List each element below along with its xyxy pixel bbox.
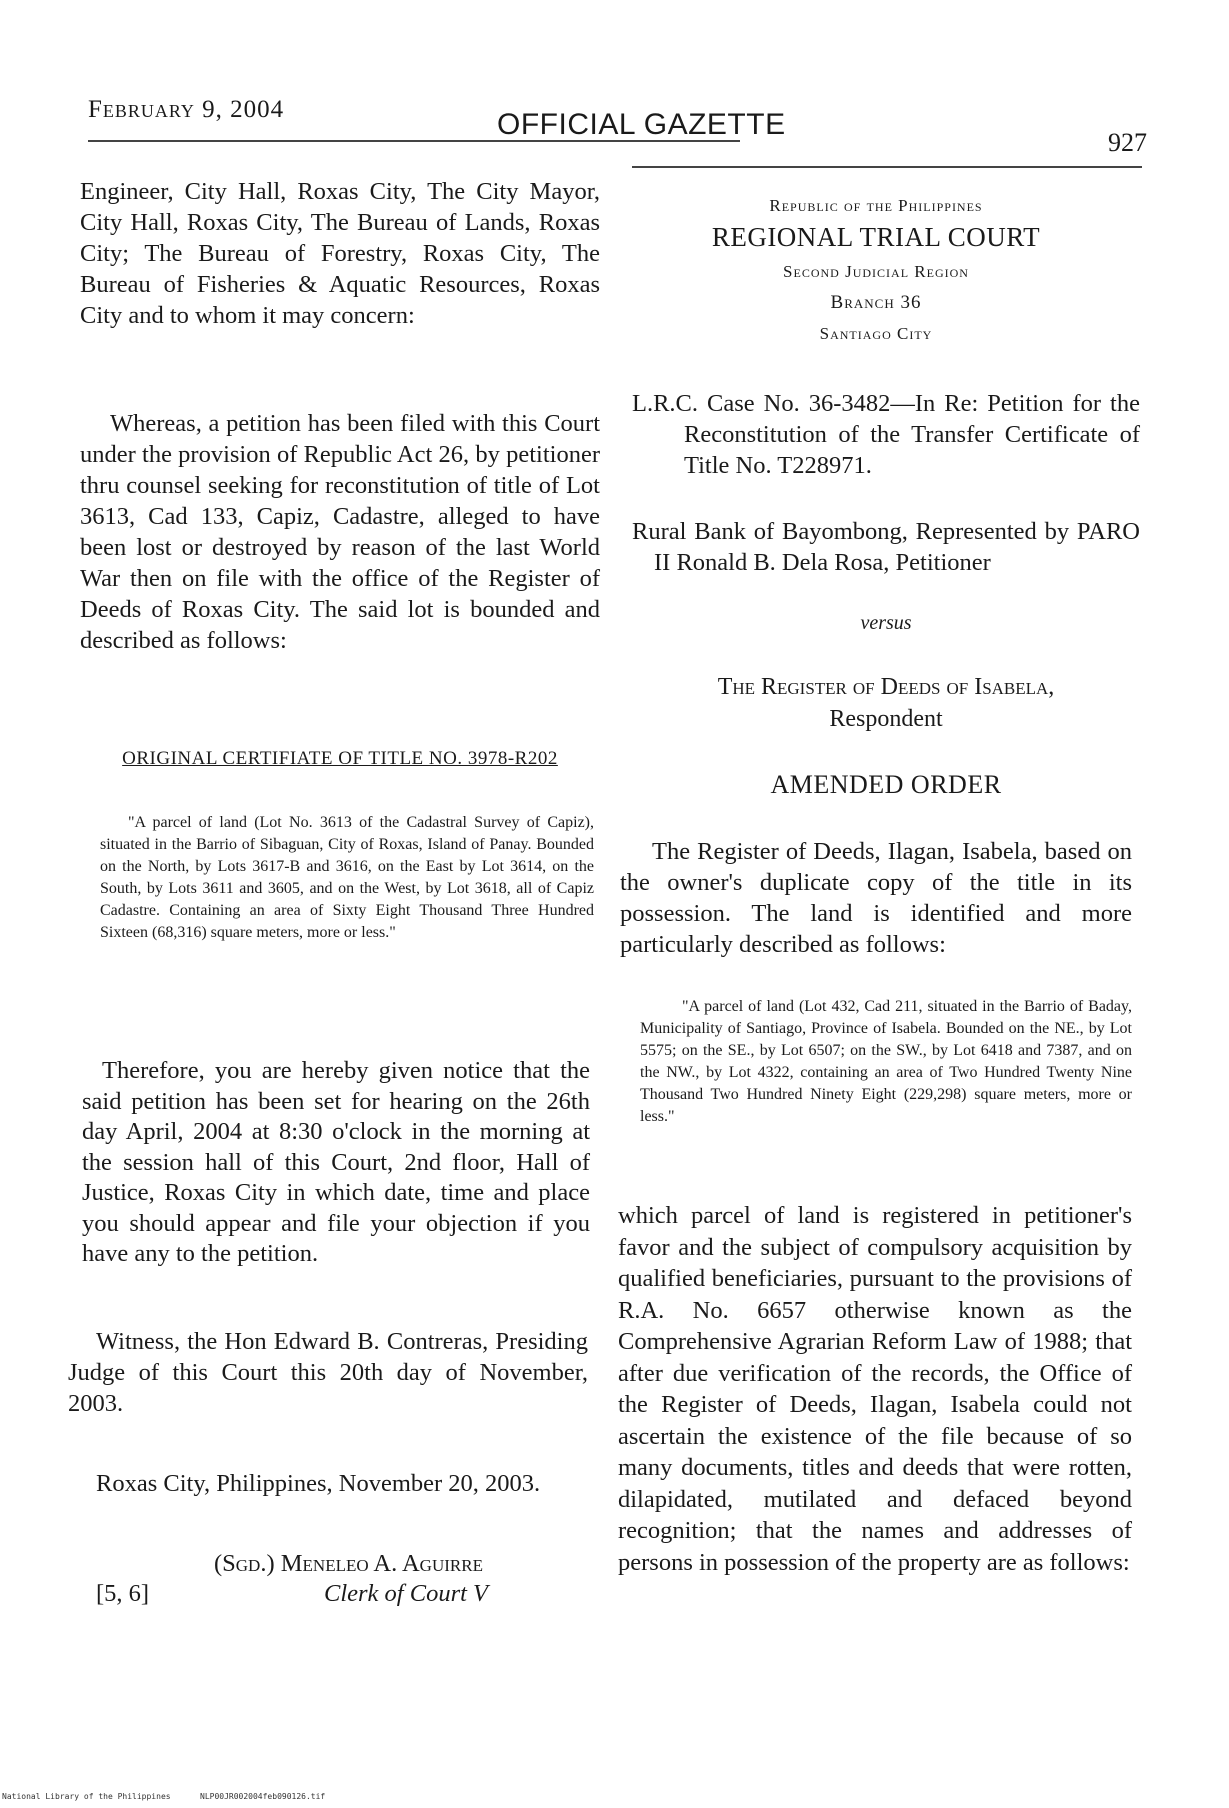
versus: versus [860, 612, 912, 634]
notice-recipients: Engineer, City Hall, Roxas City, The City Mayor, City Hall, Roxas City, The Bureau of Lands, Roxas City; The Bureau of Forestry, Roxas City, The Bureau of Fisheries & Aquatic Resources, Roxas City and to whom it may concern: [80, 178, 600, 329]
header-rule-left [88, 140, 740, 142]
whereas-paragraph: Whereas, a petition has been filed with this Court under the provision of Republic Act 26, by petitioner thru counsel seeking for reconstitution of title of Lot 3613, Cad 133, Capiz, Cadastre, alleged to have been lost or destroyed by reason of the last World War then on file with the office of the Register of Deeds of Roxas City. The said lot is bounded and described as follows: [80, 410, 600, 654]
signatory: (Sgd.) Meneleo A. Aguirre [214, 1550, 483, 1577]
petitioner: Rural Bank of Bayombong, Represented by PARO II Ronald B. Dela Rosa, Petitioner [632, 518, 1140, 576]
order-body: which parcel of land is registered in petitioner's favor and the subject of compulsory acquisition by qualified beneficiaries, pursuant to the provisions of R.A. No. 6657 otherwise known as the Comprehensive Agrarian Reform Law of 1988; that after due verification of the records, the Office of the Register of Deeds, Ilagan, Isabela could not ascertain the existence of the file because of so many documents, titles and deeds that were rotten, dilapidated, mutilated and defaced beyond recognition; that the names and addresses of persons in possession of the property are as follows: [618, 1202, 1132, 1576]
order-heading: AMENDED ORDER [770, 770, 1002, 799]
respondent-label: Respondent [829, 706, 943, 732]
place-date: Roxas City, Philippines, November 20, 2003. [96, 1470, 541, 1497]
oct-description: "A parcel of land (Lot No. 3613 of the Cadastral Survey of Capiz), situated in the Barrio of Sibaguan, City of Roxas, Island of Panay. Bounded on the North, by Lots 3617-B and 3616, on the East by Lot 3614, on the South, by Lots 3611 and 3605, and on the West, by Lot 3618, all of Capiz Cadastre. Containing an area of Sixty Eight Thousand Three Hundred Sixteen (68,316) square meters, more or less." [100, 814, 594, 941]
order-intro: The Register of Deeds, Ilagan, Isabela, based on the owner's duplicate copy of the title in its possession. The land is identified and more particularly described as follows: [620, 838, 1132, 958]
oct-heading: ORIGINAL CERTIFIATE OF TITLE NO. 3978-R202 [122, 748, 558, 769]
header-title: OFFICIAL GAZETTE [497, 108, 786, 141]
court-region: Second Judicial Region [783, 262, 969, 281]
header-date: February 9, 2004 [88, 96, 285, 123]
witness-paragraph: Witness, the Hon Edward B. Contreras, Presiding Judge of this Court this 20th day of November, 2003. [68, 1328, 588, 1417]
signatory-title: Clerk of Court V [324, 1580, 489, 1607]
court-name: REGIONAL TRIAL COURT [711, 222, 1041, 252]
header-rule-right [632, 166, 1142, 168]
land-description: "A parcel of land (Lot 432, Cad 211, situated in the Barrio of Baday, Municipality of Santiago, Province of Isabela. Bounded on the NE., by Lot 5575; on the SE., by Lot 6507; on the SW., by Lot 6418 and 7387, and on the NW., by Lot 4322, containing an area of Two Hundred Twenty Nine Thousand Two Hundred Ninety Eight (229,298) square meters, more or less." [640, 998, 1132, 1125]
respondent-name: The Register of Deeds of Isabela, [717, 674, 1055, 700]
therefore-paragraph: Therefore, you are hereby given notice that the said petition has been set for hearing on the 26th day April, 2004 at 8:30 o'clock in the morning at the session hall of this Court, 2nd floor, Hall of Justice, Roxas City in which date, time and place you should appear and file your objection if you have any to the petition. [82, 1057, 590, 1267]
court-city: Santiago City [819, 324, 933, 343]
court-branch: Branch 36 [830, 292, 922, 313]
case-title: L.R.C. Case No. 36-3482—In Re: Petition for the Reconstitution of the Transfer Certificate of Title No. T228971. [632, 390, 1140, 479]
scan-filename: NLP00JR002004feb090126.tif [200, 1792, 326, 1801]
scan-source: National Library of the Philippines [2, 1792, 171, 1801]
court-republic: Republic of the Philippines [769, 196, 983, 215]
reference-number: [5, 6] [96, 1580, 150, 1607]
page-number: 927 [1108, 128, 1147, 157]
